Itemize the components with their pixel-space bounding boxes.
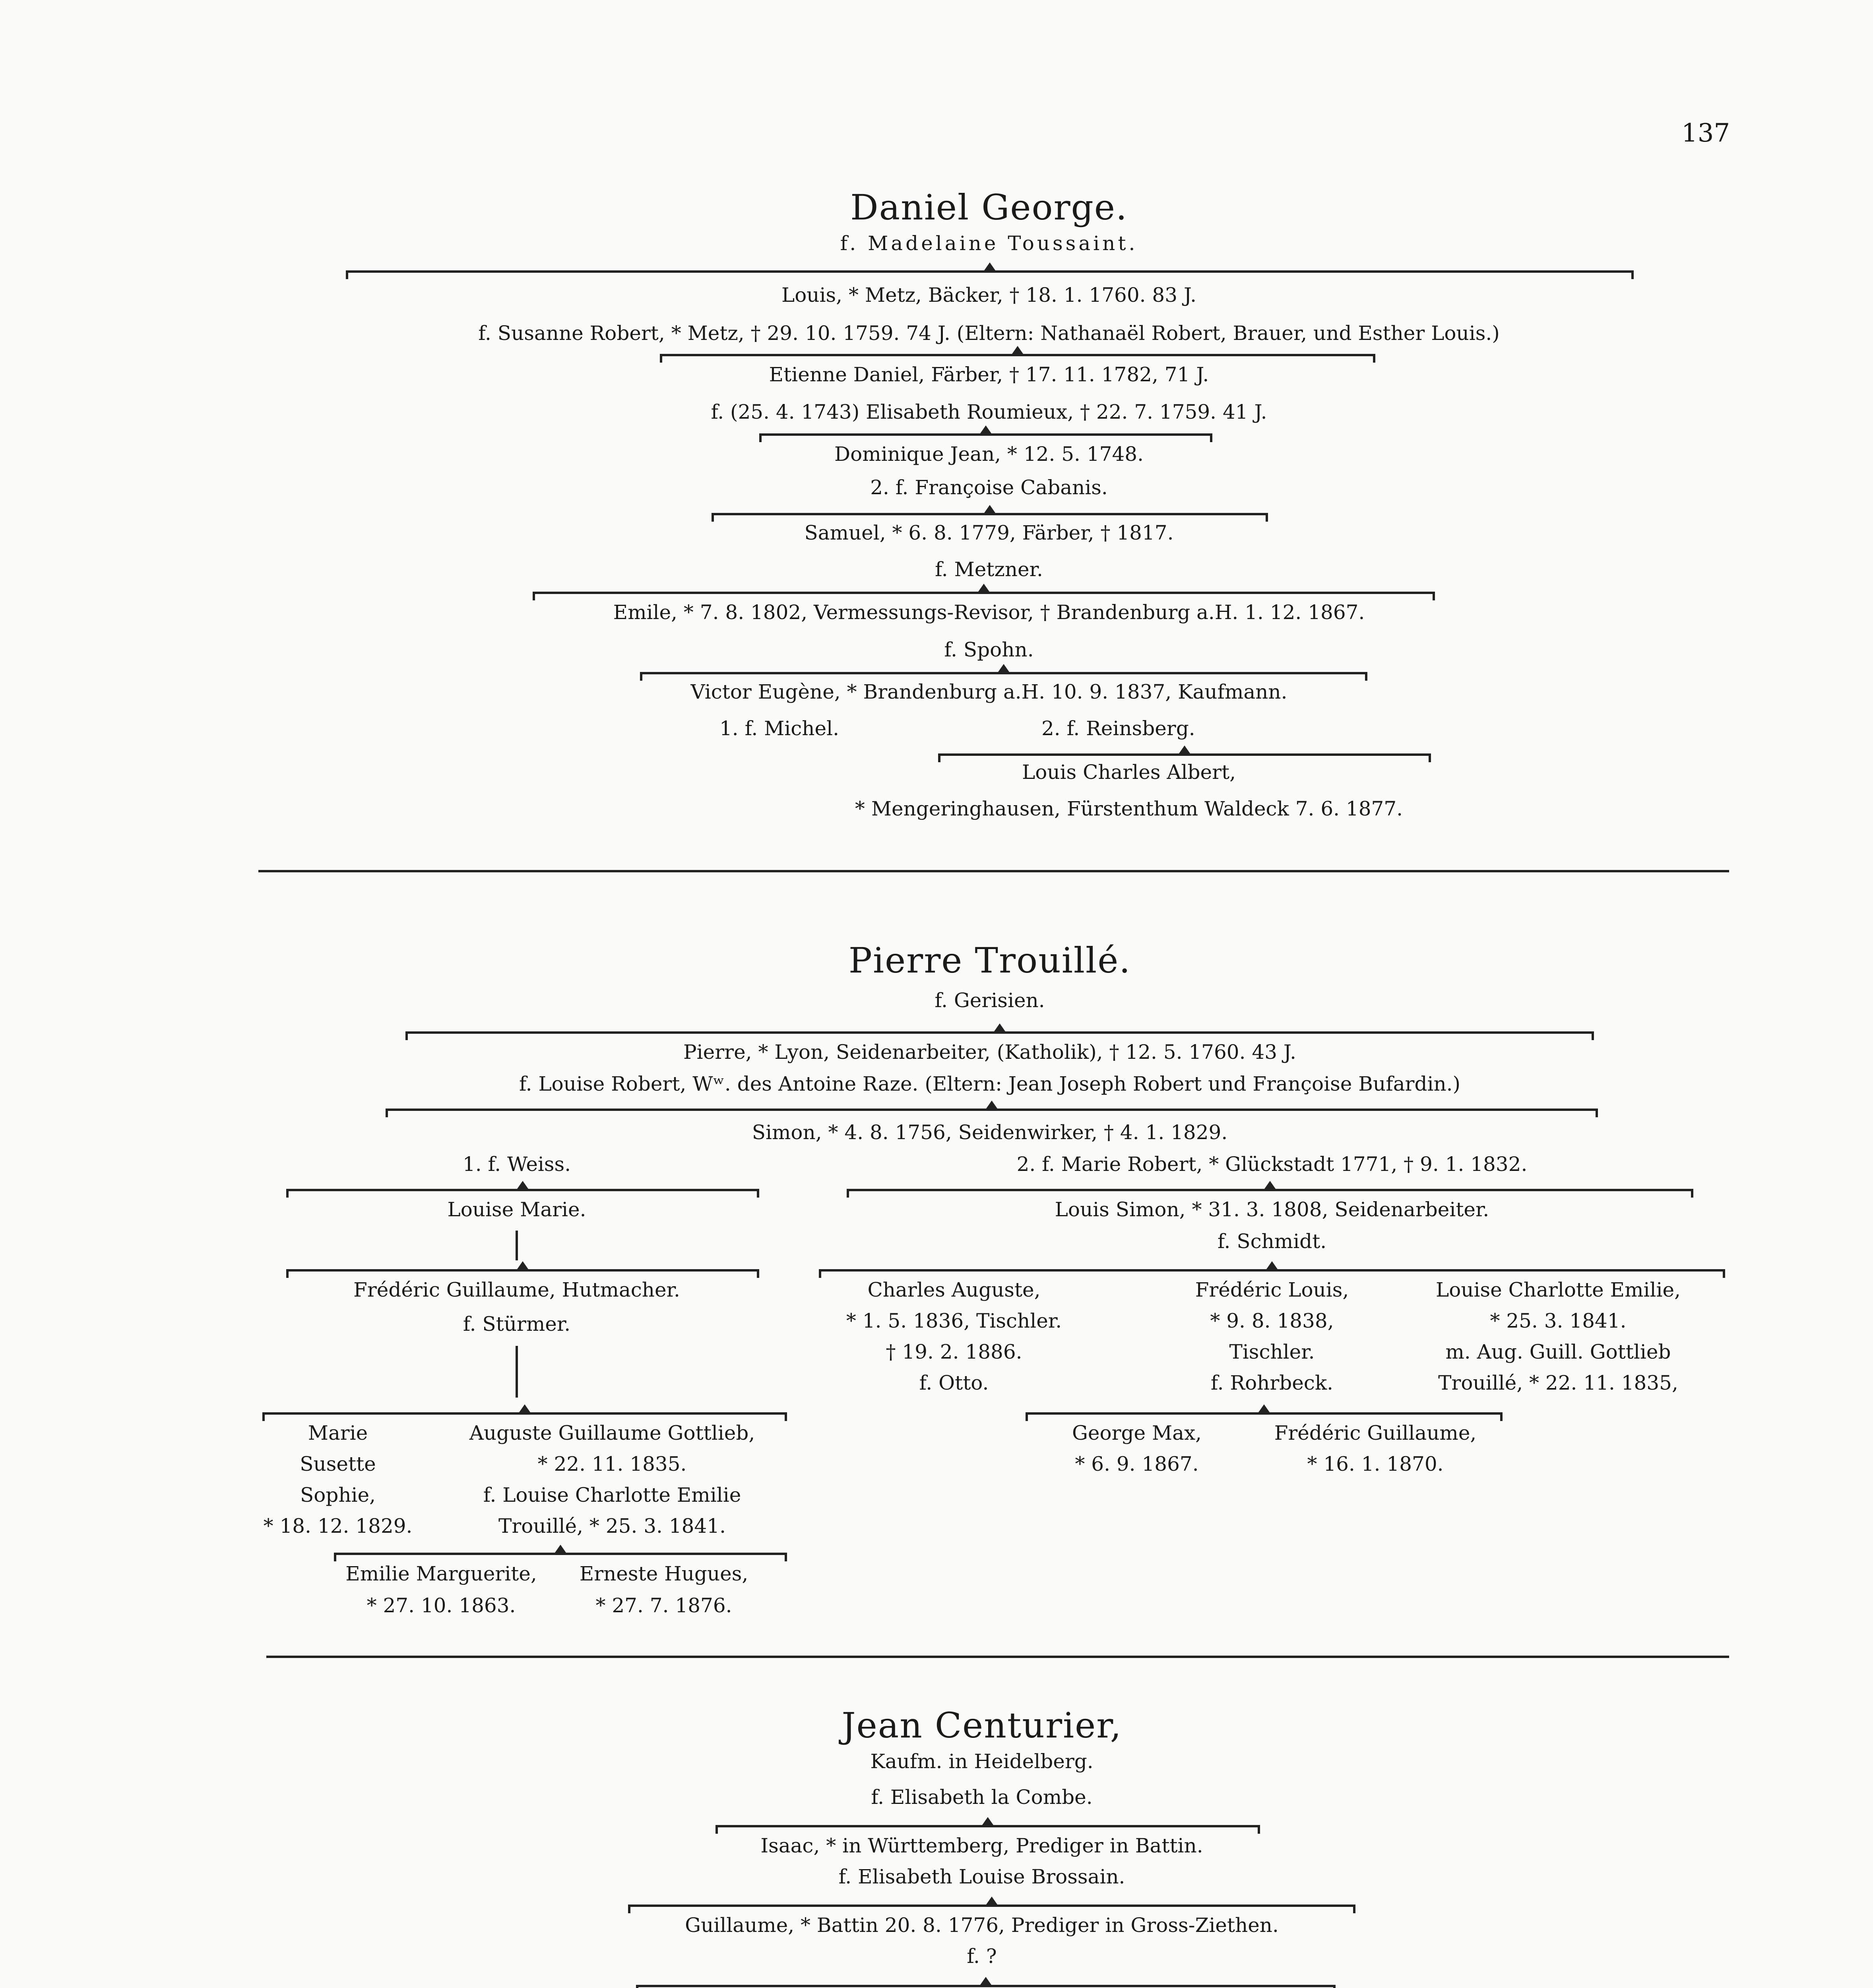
person-line: Susette (300, 1452, 376, 1475)
person-line: Isaac, * in Württemberg, Prediger in Battin. (760, 1834, 1203, 1857)
person-line: f. Stürmer. (463, 1312, 571, 1336)
person-line: f. Spohn. (944, 638, 1034, 661)
person-line: 2. f. Françoise Cabanis. (870, 476, 1108, 499)
descent-line (516, 1346, 518, 1398)
person-line: Emile, * 7. 8. 1802, Vermessungs-Revisor, † Brandenburg a.H. 1. 12. 1867. (613, 601, 1365, 624)
section-divider (266, 1656, 1729, 1658)
spouse-line: f. Gerisien. (935, 989, 1045, 1012)
person-line: f. Elisabeth Louise Brossain. (838, 1865, 1125, 1888)
section-divider (258, 870, 1729, 872)
person-line: f. Louise Charlotte Emilie (483, 1483, 741, 1507)
spouse-line: f. Madelaine Toussaint. (840, 232, 1138, 255)
person-line: Samuel, * 6. 8. 1779, Färber, † 1817. (804, 521, 1174, 544)
person-line: f. Susanne Robert, * Metz, † 29. 10. 1759. 74 J. (Eltern: Nathanaël Robert, Brauer, und Esther Louis.) (478, 322, 1500, 345)
spouse-line: f. Elisabeth la Combe. (871, 1786, 1093, 1809)
person-line: f. Schmidt. (1217, 1230, 1327, 1253)
person-line: Tischler. (1229, 1340, 1315, 1363)
person-line: † 19. 2. 1886. (886, 1340, 1022, 1363)
person-line: Pierre, * Lyon, Seidenarbeiter, (Katholik), † 12. 5. 1760. 43 J. (683, 1041, 1296, 1064)
person-line: * 16. 1. 1870. (1307, 1452, 1444, 1475)
person-line: Etienne Daniel, Färber, † 17. 11. 1782, 71 J. (769, 363, 1209, 386)
person-line: * 18. 12. 1829. (263, 1514, 413, 1538)
person-line: Dominique Jean, * 12. 5. 1748. (834, 443, 1144, 466)
family-title-pierre-trouille: Pierre Trouillé. (848, 940, 1131, 981)
family-title-jean-centurier: Jean Centurier, (841, 1705, 1122, 1746)
wife-1: 1. f. Michel. (719, 717, 839, 740)
person-line: Trouillé, * 22. 11. 1835, (1438, 1371, 1678, 1394)
person-line: Louise Charlotte Emilie, (1436, 1278, 1681, 1301)
person-line: * Mengeringhausen, Fürstenthum Waldeck 7. 6. 1877. (855, 797, 1403, 820)
person-line: Trouillé, * 25. 3. 1841. (498, 1514, 726, 1538)
wife-2: 2. f. Reinsberg. (1041, 717, 1195, 740)
person-line: Frédéric Louis, (1195, 1278, 1349, 1301)
person-line: * 9. 8. 1838, (1210, 1309, 1334, 1332)
person-line: * 27. 7. 1876. (595, 1594, 732, 1617)
person-line: m. Aug. Guill. Gottlieb (1445, 1340, 1671, 1363)
person-line: f. (25. 4. 1743) Elisabeth Roumieux, † 22. 7. 1759. 41 J. (711, 400, 1267, 423)
person-line: Louis Charles Albert, (1022, 761, 1236, 784)
person-line: Auguste Guillaume Gottlieb, (469, 1421, 755, 1444)
person-line: Simon, * 4. 8. 1756, Seidenwirker, † 4. 1. 1829. (752, 1121, 1228, 1144)
person-line: * 22. 11. 1835. (537, 1452, 687, 1475)
person-line: * 6. 9. 1867. (1075, 1452, 1199, 1475)
person-line: f. ? (967, 1945, 997, 1968)
page-number: 137 (1681, 118, 1730, 148)
person-line: * 25. 3. 1841. (1490, 1309, 1627, 1332)
family-title-daniel-george: Daniel George. (850, 187, 1128, 228)
person-line: Victor Eugène, * Brandenburg a.H. 10. 9. 1837, Kaufmann. (690, 680, 1287, 703)
person-line: Louis, * Metz, Bäcker, † 18. 1. 1760. 83 J. (781, 283, 1196, 307)
person-line: f. Metzner. (935, 558, 1043, 581)
person-line: Kaufm. in Heidelberg. (870, 1750, 1094, 1773)
person-line: Emilie Marguerite, (345, 1562, 537, 1585)
wife-2: 2. f. Marie Robert, * Glückstadt 1771, † 9. 1. 1832. (1016, 1153, 1528, 1176)
person-line: Erneste Hugues, (579, 1562, 748, 1585)
person-line: * 27. 10. 1863. (366, 1594, 516, 1617)
person-line: Louise Marie. (447, 1198, 586, 1221)
person-line: Frédéric Guillaume, Hutmacher. (353, 1278, 680, 1301)
wife-1: 1. f. Weiss. (462, 1153, 571, 1176)
person-line: Charles Auguste, (867, 1278, 1041, 1301)
person-line: * 1. 5. 1836, Tischler. (846, 1309, 1062, 1332)
person-line: Sophie, (300, 1483, 376, 1507)
person-line: Louis Simon, * 31. 3. 1808, Seidenarbeiter. (1055, 1198, 1489, 1221)
person-line: Marie (308, 1421, 368, 1444)
person-line: George Max, (1072, 1421, 1202, 1444)
descent-line (516, 1231, 518, 1260)
person-line: f. Louise Robert, Wʷ. des Antoine Raze. (Eltern: Jean Joseph Robert und Françoise Bufardin.) (519, 1072, 1461, 1095)
person-line: f. Otto. (919, 1371, 989, 1394)
person-line: f. Rohrbeck. (1210, 1371, 1334, 1394)
person-line: Frédéric Guillaume, (1274, 1421, 1477, 1444)
person-line: Guillaume, * Battin 20. 8. 1776, Prediger in Gross-Ziethen. (685, 1914, 1279, 1937)
